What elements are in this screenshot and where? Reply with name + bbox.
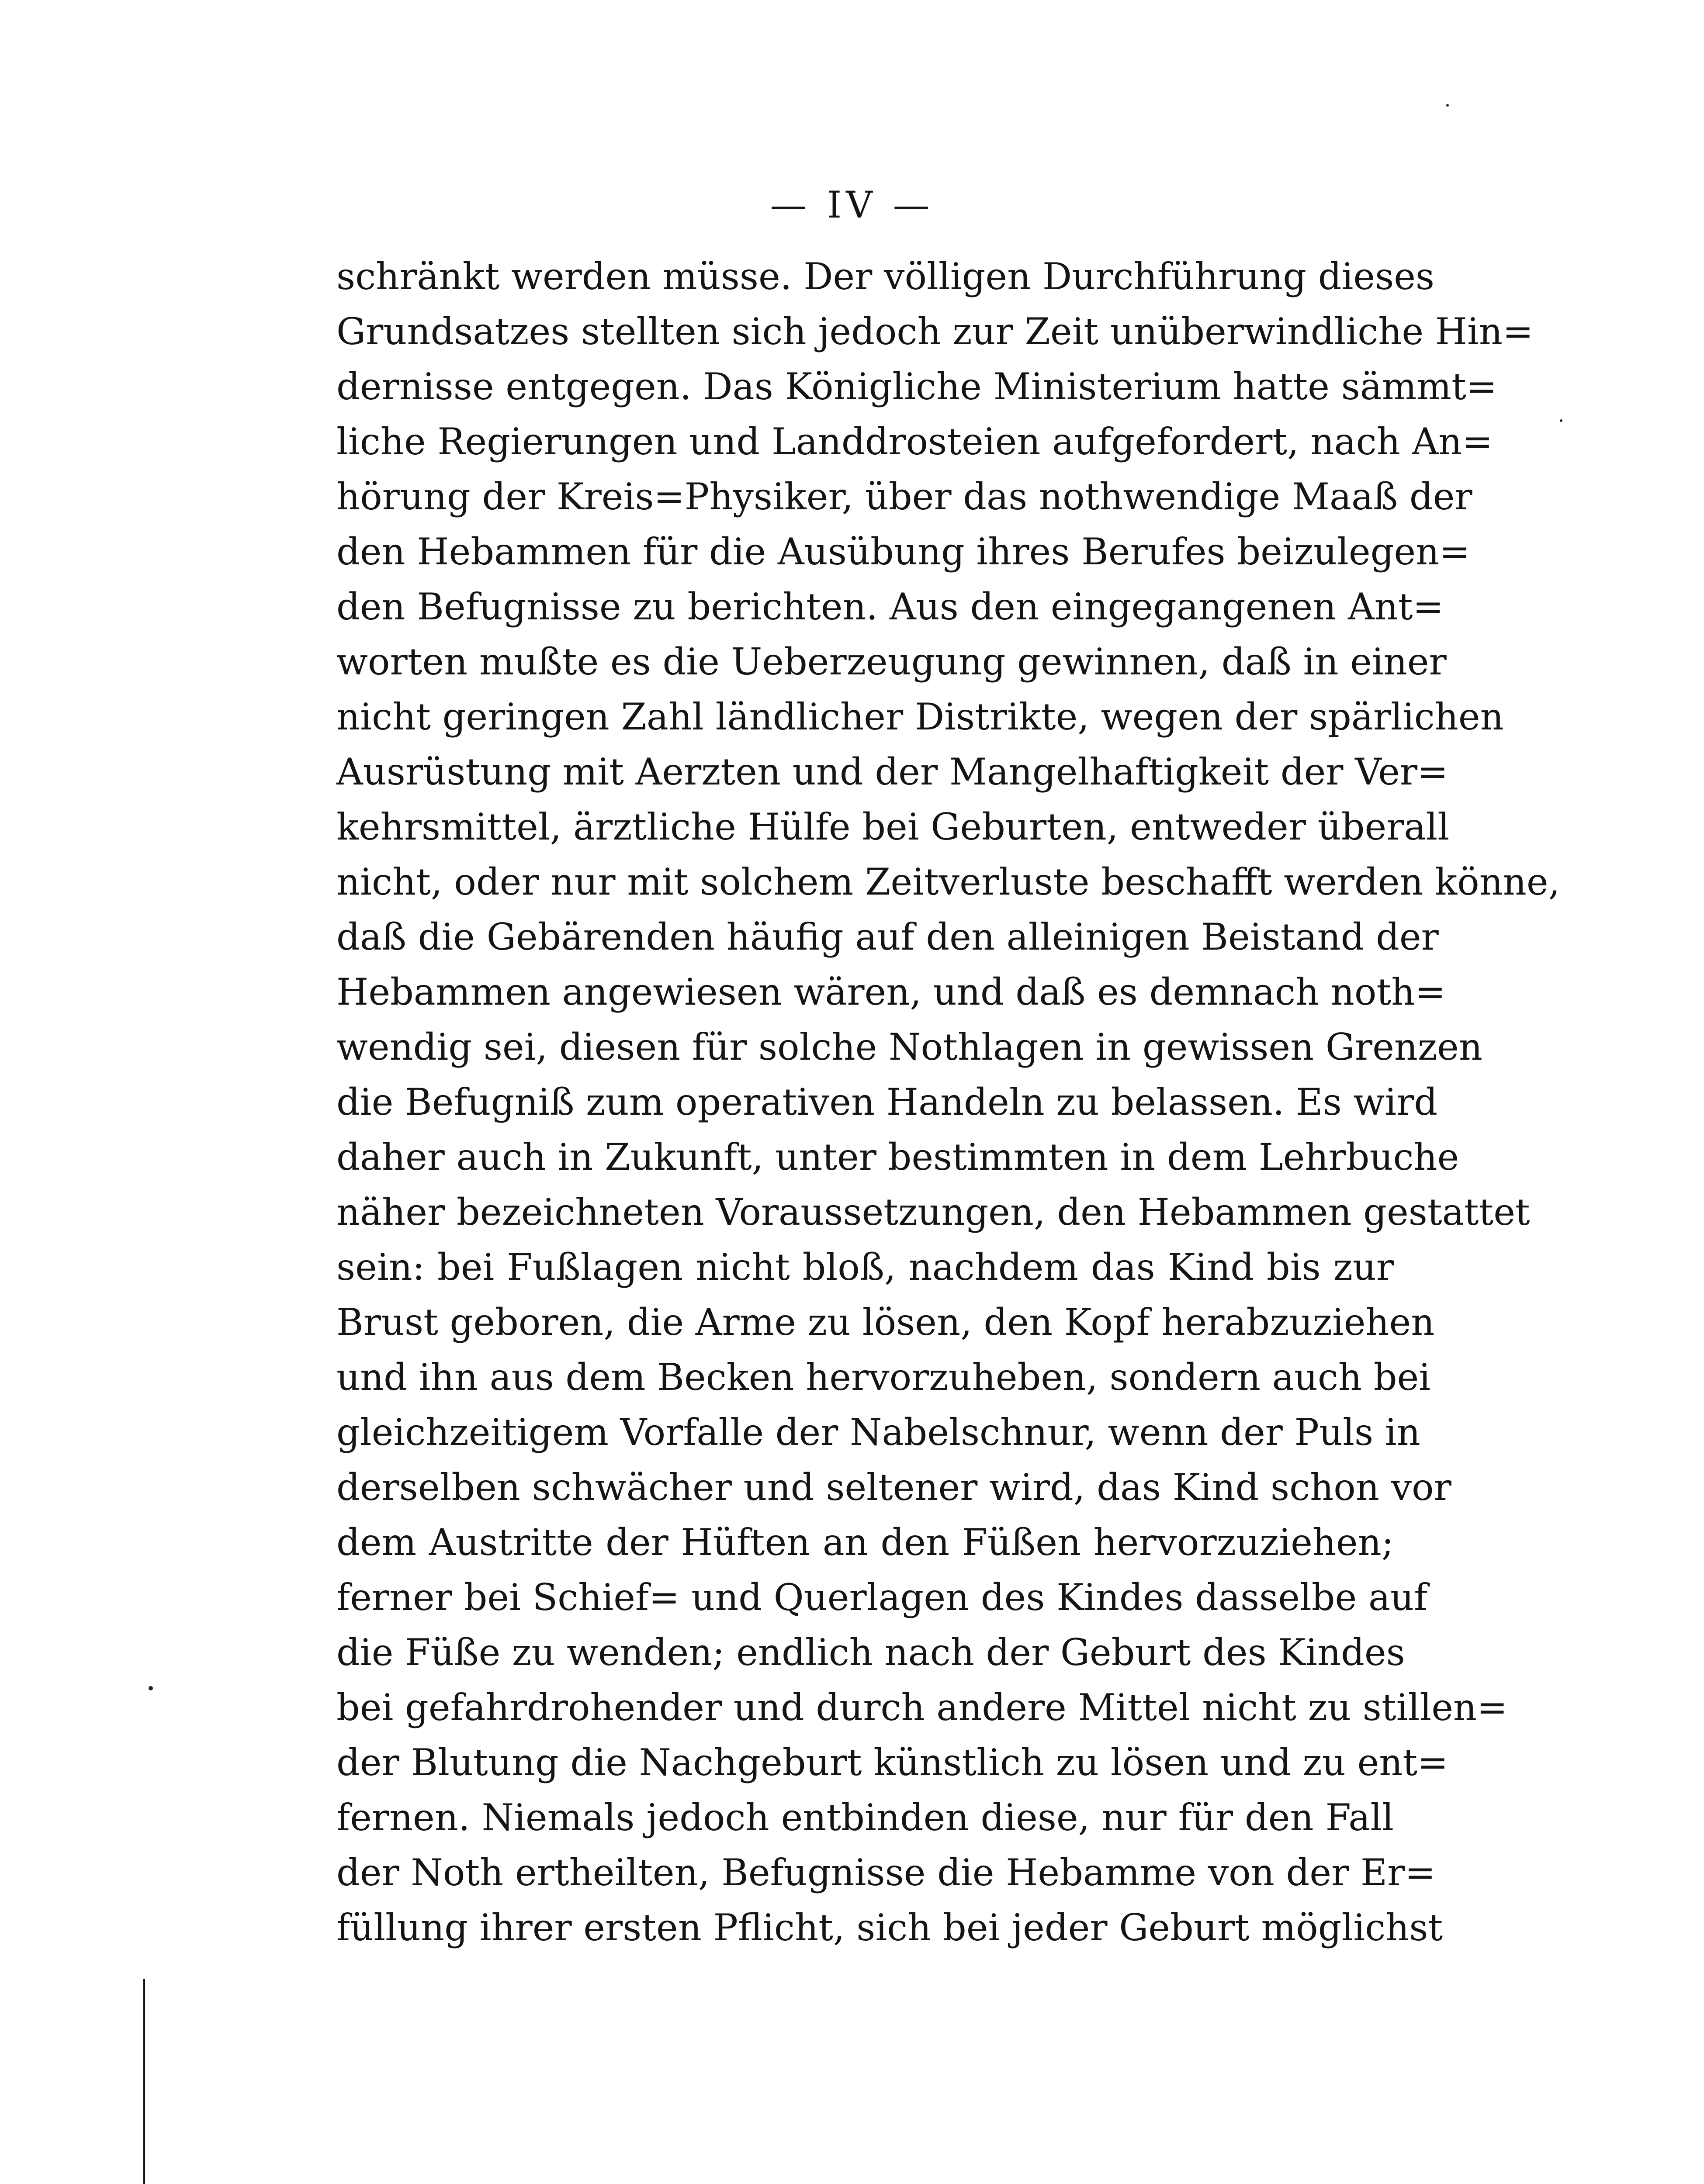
text-line: Ausrüstung mit Aerzten und der Mangelhaftigkeit der Ver= (336, 750, 1448, 793)
text-line: dem Austritte der Hüften an den Füßen hervorzuziehen; (336, 1521, 1394, 1564)
text-line: hörung der Kreis=Physiker, über das nothwendige Maaß der (336, 475, 1472, 518)
text-line: ferner bei Schief= und Querlagen des Kindes dasselbe auf (336, 1576, 1428, 1619)
text-line: der Blutung die Nachgeburt künstlich zu lösen und zu ent= (336, 1741, 1448, 1784)
text-line: daher auch in Zukunft, unter bestimmten in dem Lehrbuche (336, 1136, 1459, 1178)
text-line: daß die Gebärenden häufig auf den alleinigen Beistand der (336, 916, 1439, 958)
scan-speck (1560, 419, 1562, 422)
text-line: und ihn aus dem Becken hervorzuheben, sondern auch bei (336, 1356, 1431, 1399)
text-line: dernisse entgegen. Das Königliche Ministerium hatte sämmt= (336, 365, 1497, 408)
text-line: näher bezeichneten Voraussetzungen, den Hebammen gestattet (336, 1191, 1530, 1234)
text-line: worten mußte es die Ueberzeugung gewinnen, daß in einer (336, 640, 1447, 683)
text-line: Grundsatzes stellten sich jedoch zur Zeit unüberwindliche Hin= (336, 310, 1534, 353)
text-line: Brust geboren, die Arme zu lösen, den Kopf herabzuziehen (336, 1301, 1435, 1344)
text-line: liche Regierungen und Landdrosteien aufgefordert, nach An= (336, 420, 1493, 463)
text-line: den Befugnisse zu berichten. Aus den eingegangenen Ant= (336, 585, 1444, 628)
text-line: den Hebammen für die Ausübung ihres Berufes beizulegen= (336, 530, 1470, 573)
text-line: nicht, oder nur mit solchem Zeitverluste beschafft werden könne, (336, 860, 1560, 903)
text-line: sein: bei Fußlagen nicht bloß, nachdem das Kind bis zur (336, 1246, 1394, 1289)
text-line: fernen. Niemals jedoch entbinden diese, nur für den Fall (336, 1796, 1394, 1839)
scan-speck (149, 1686, 153, 1690)
text-line: die Füße zu wenden; endlich nach der Geburt des Kindes (336, 1631, 1405, 1674)
text-line: wendig sei, diesen für solche Nothlagen in gewissen Grenzen (336, 1026, 1482, 1068)
page-header: — IV — (770, 183, 934, 226)
text-line: derselben schwächer und seltener wird, das Kind schon vor (336, 1466, 1451, 1509)
text-line: nicht geringen Zahl ländlicher Distrikte, wegen der spärlichen (336, 695, 1504, 738)
body-text (336, 249, 1560, 1955)
text-line: die Befugniß zum operativen Handeln zu belassen. Es wird (336, 1081, 1438, 1123)
text-line: kehrsmittel, ärztliche Hülfe bei Geburten, entweder überall (336, 805, 1450, 848)
scan-speck (1446, 104, 1449, 107)
text-line: gleichzeitigem Vorfalle der Nabelschnur, wenn der Puls in (336, 1411, 1420, 1454)
text-line: Hebammen angewiesen wären, und daß es demnach noth= (336, 971, 1446, 1013)
text-line: bei gefahrdrohender und durch andere Mittel nicht zu stillen= (336, 1686, 1508, 1729)
binding-edge-line (143, 1979, 145, 2184)
text-line: schränkt werden müsse. Der völligen Durchführung dieses (336, 255, 1435, 298)
text-line: füllung ihrer ersten Pflicht, sich bei jeder Geburt möglichst (336, 1906, 1443, 1949)
text-line: der Noth ertheilten, Befugnisse die Hebamme von der Er= (336, 1851, 1436, 1894)
